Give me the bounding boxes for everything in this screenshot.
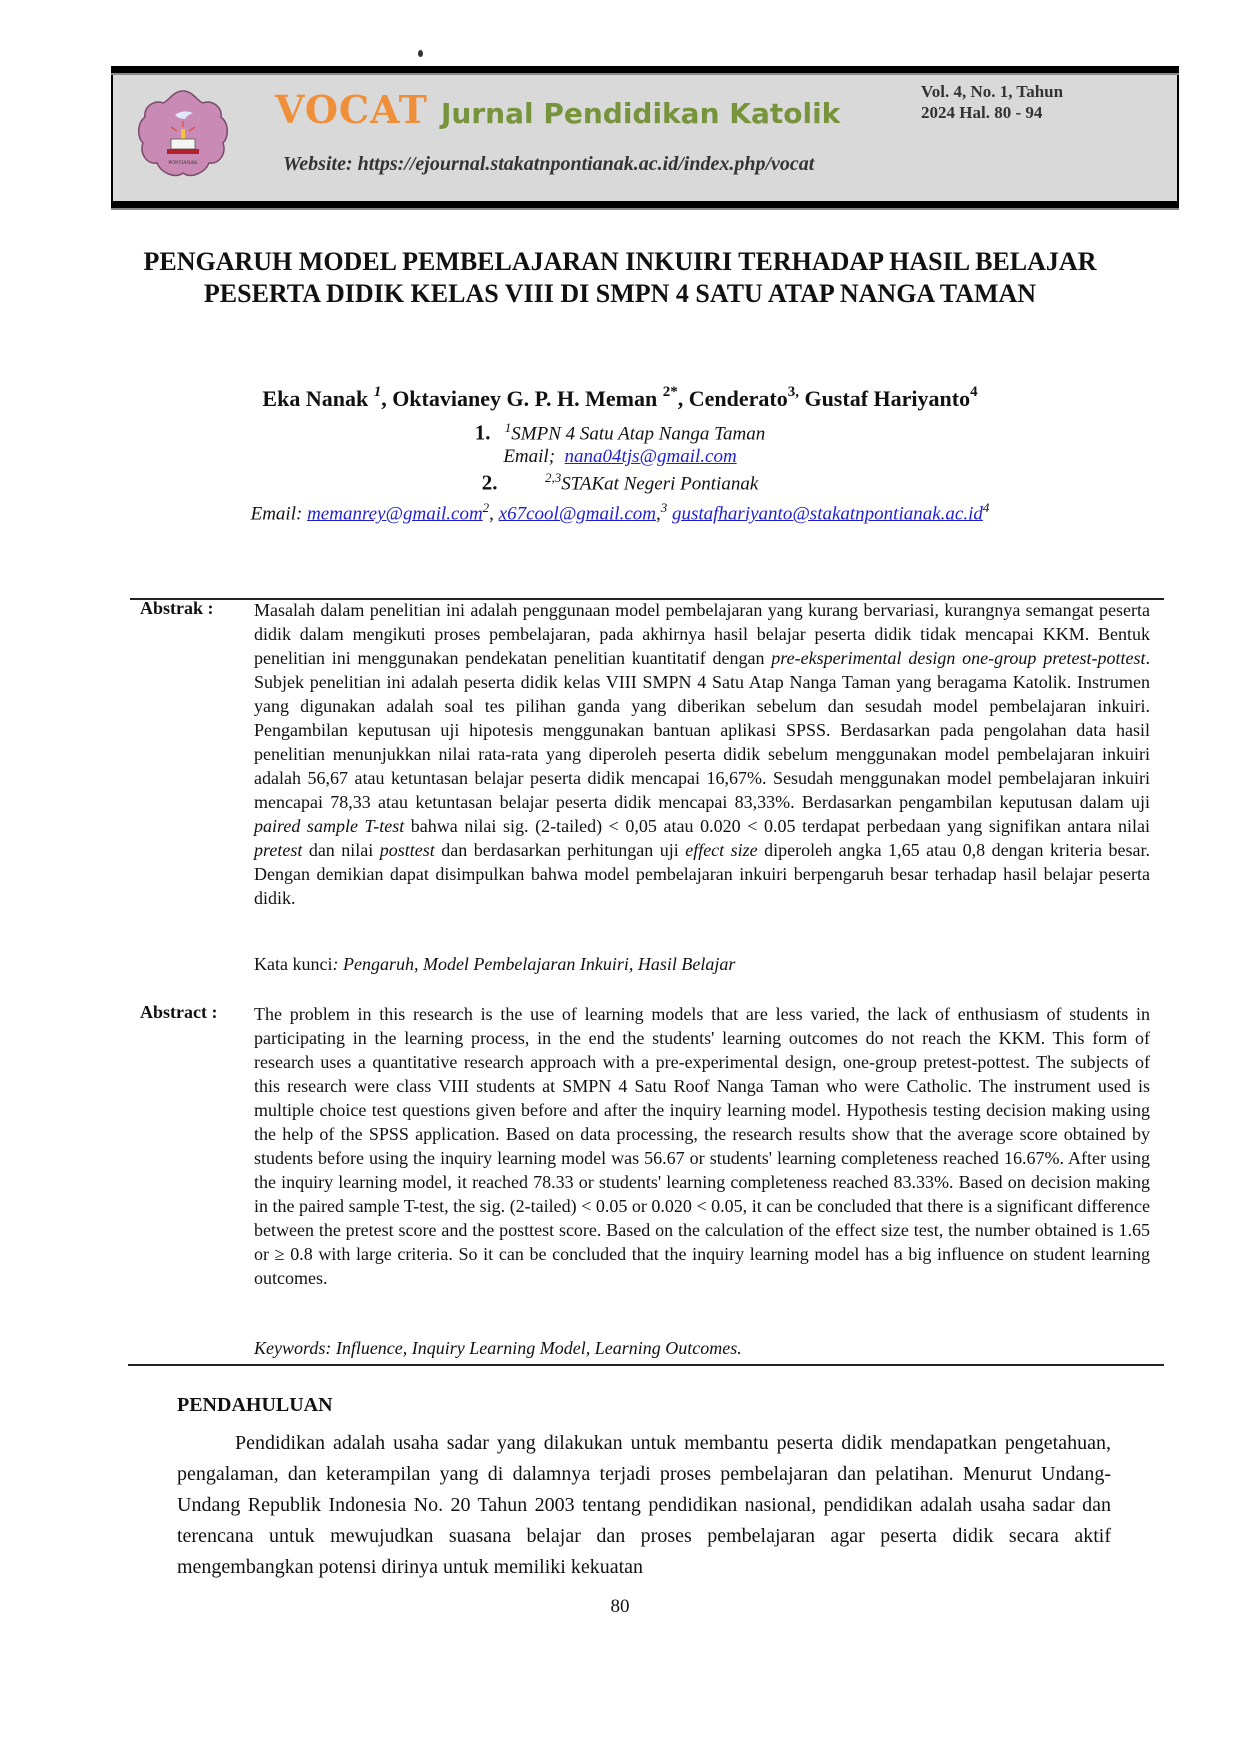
banner-bottom-rule (111, 208, 1179, 210)
affiliation-2: 2. $^{2,3}$STAKat Negeri Pontianak (481, 470, 759, 495)
author-emails: Email: memanrey@gmail.com$^2$, x67cool@gmail.com,$^3$ $gustafhariyanto@stakatnpontianak.ac.id^4$ (250, 500, 990, 525)
author-sup: 3, (787, 384, 799, 400)
volume-line-1: Vol. 4, No. 1, Tahun (921, 82, 1064, 101)
author-sup: 4 (970, 384, 978, 400)
journal-banner (111, 66, 1179, 208)
affiliation-name: STAKat Negeri Pontianak (561, 473, 759, 495)
author-name: Cenderato (688, 386, 788, 411)
article-title: PENGARUH MODEL PEMBELAJARAN INKUIRI TERHADAP HASIL BELAJAR PESERTA DIDIK KELAS VIII DI SMPN 4 SATU ATAP NANGA TAMAN (143, 247, 1097, 308)
banner-top-rule (111, 73, 1179, 75)
affiliation-1: 1. $^1$SMPN 4 Satu Atap Nanga Taman (474, 420, 766, 445)
page-number: 80 (610, 1596, 630, 1617)
abstract-text: The problem in this research is the use of learning models that are less varied, the lack of enthusiasm of students in participating in the learning process, in the end the students' learning outcomes do not reach the KKM. This form of research uses a quantitative research approach with a pre-experimental design, one-group pretest-pottest. The subjects of this research were class VIII students at SMPN 4 Satu Roof Nanga Taman who were Catholic. The instrument used is multiple choice test questions given before and after the inquiry learning model. Hypothesis testing decision making using the help of the SPSS application. Based on data processing, the research results show that the average score obtained by students before using the inquiry learning model was 56.67 or students' learning completeness reached 16.67%. After using the inquiry learning model, it reached 78.33 or students' learning completeness reached 83.33%. Based on decision making in the paired sample T-test, the sig. (2-tailed) < 0.05 or 0.020 < 0.05, it can be concluded that there is a significant difference between the pretest score and the posttest score. Based on the calculation of the effect size test, the number obtained is 1.65 or ≥ 0.8 with large criteria. So it can be concluded that the inquiry learning model has a big influence on student learning outcomes. (254, 1004, 1150, 1288)
email-link[interactable]: memanrey@gmail.com (307, 503, 483, 525)
email-link[interactable]: gustafhariyanto@stakatnpontianak.ac.id (671, 503, 983, 525)
institution-seal-logo-icon (133, 87, 233, 187)
keywords: Keywords: Influence, Inquiry Learning Model, Learning Outcomes. (254, 1338, 742, 1358)
author-list: Eka Nanak $^1$, Oktavianey G. P. H. Meman $^{2*}$, Cenderato$^{3,}$ Gustaf Hariyanto$^4$ (262, 384, 978, 411)
journal-short-name: VOCAT (275, 87, 428, 132)
stray-mark (418, 50, 423, 57)
journal-website[interactable]: Website: https://ejournal.stakatnpontianak.ac.id/index.php/vocat (283, 153, 815, 175)
author-name: Gustaf Hariyanto (804, 386, 971, 411)
section-heading: PENDAHULUAN (177, 1394, 333, 1416)
author-name: Eka Nanak (262, 386, 369, 411)
volume-info (921, 81, 1121, 123)
volume-line-2: 2024 Hal. 80 - 94 (921, 103, 1043, 122)
email-link[interactable]: x67cool@gmail.com (498, 503, 656, 525)
abstract-bottom-rule (128, 1364, 1164, 1366)
journal-name: Jurnal Pendidikan Katolik (441, 97, 841, 130)
abstrak-label: Abstrak : (140, 598, 214, 618)
affiliation-1-email: Email; nana04tjs@gmail.com (503, 446, 737, 467)
intro-paragraph: Pendidikan adalah usaha sadar yang dilakukan untuk membantu peserta didik mendapatkan pengetahuan, pengalaman, dan keterampilan yang di dalamnya terjadi proses pembelajaran dan pelatihan. Menurut Undang-Undang Republik Indonesia No. 20 Tahun 2003 tentang pendidikan nasional, pendidikan adalah usaha sadar dan terencana untuk mewujudkan suasana belajar dan proses pembelajaran agar peserta didik secara aktif mengembangkan potensi dirinya untuk memiliki kekuatan (177, 1432, 1111, 1578)
abstrak-text: Masalah dalam penelitian ini adalah penggunaan model pembelajaran yang kurang bervariasi, kurangnya semangat peserta didik dalam mengikuti proses pembelajaran, pada akhirnya hasil belajar peserta didik tidak mencapai KKM. Bentuk penelitian ini menggunakan pendekatan penelitian kuantitatif dengan pre-eksperimental design one-group pretest-pottest. Subjek penelitian ini adalah peserta didik kelas VIII SMPN 4 Satu Atap Nanga Taman yang beragama Katolik. Instrumen yang digunakan adalah soal tes pilihan ganda yang diberikan sebelum dan sesudah model pembelajaran inkuiri. Pengambilan keputusan uji hipotesis menggunakan bantuan aplikasi SPSS. Berdasarkan pada pengolahan data hasil penelitian menunjukkan nilai rata-rata yang diperoleh peserta didik sebelum menggunakan model pembelajaran inkuiri adalah 56,67 atau ketuntasan belajar peserta didik mencapai 16,67%. Sesudah menggunakan model pembelajaran inkuiri mencapai 78,33 atau ketuntasan belajar peserta didik mencapai 83,33%. Berdasarkan pengambilan keputusan dalam uji paired sample T-test bahwa nilai sig. (2-tailed) < 0,05 atau 0.020 < 0.05 terdapat perbedaan yang signifikan antara nilai pretest dan nilai posttest dan berdasarkan perhitungan uji effect size diperoleh angka 1,65 atau 0,8 dengan kriteria besar. Dengan demikian dapat disimpulkan bahwa model pembelajaran inkuiri berpengaruh besar terhadap hasil belajar peserta didik. (254, 600, 1151, 908)
email-link[interactable]: nana04tjs@gmail.com (564, 446, 737, 467)
abstract-label: Abstract : (140, 1002, 218, 1022)
author-name: Oktavianey G. P. H. Meman (392, 386, 658, 411)
kata-kunci: Kata kunci: Pengaruh, Model Pembelajaran Inkuiri, Hasil Belajar (254, 954, 736, 974)
author-sup: 2* (662, 384, 678, 400)
author-sup: 1 (373, 384, 382, 400)
svg-text:PONTIANAK: PONTIANAK (168, 161, 198, 166)
affiliation-name: SMPN 4 Satu Atap Nanga Taman (511, 423, 766, 445)
